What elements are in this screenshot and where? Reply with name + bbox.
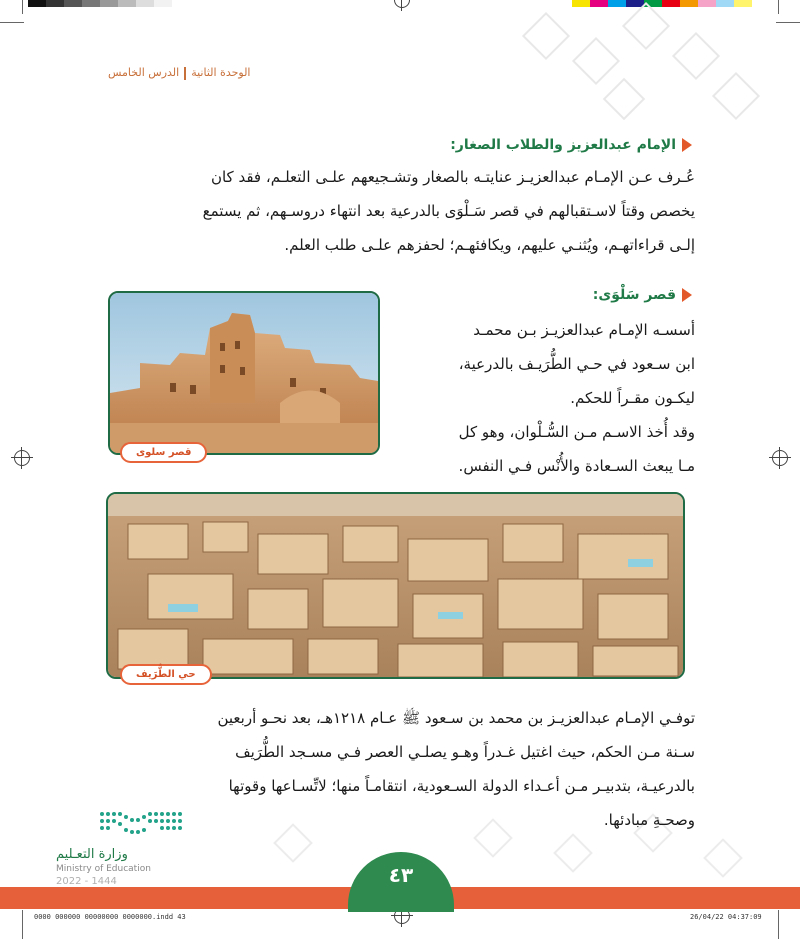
breadcrumb-separator <box>184 67 186 80</box>
print-slug-file: 0000 000000 00000000 0000000.indd 43 <box>34 913 186 921</box>
crop-mark <box>22 910 23 939</box>
registration-mark-right <box>772 450 788 466</box>
ministry-name-english: Ministry of Education <box>56 864 151 874</box>
text-line: مـا يبعث السـعادة والأُنْس فـي النفس. <box>458 457 695 475</box>
text-line: إلـى قراءاتهـم، ويُثنـي عليهم، ويكافئهـم؛ لحفزهم علـى طلب العلم. <box>284 236 695 254</box>
registration-mark-left <box>14 450 30 466</box>
text-line: وقد أُخذ الاسـم مـن السُّـلْوان، وهو كل <box>458 423 695 441</box>
section-heading <box>593 287 692 303</box>
text-line: ابن سـعود في حـي الطُّرَيـف بالدرعية، <box>458 355 695 373</box>
text-line: توفـي الإمـام عبدالعزيـز بن محمد بن سـعود ﷺ عـام ١٢١٨هـ، بعد نحـو أربعين <box>217 709 695 727</box>
lesson-label: الدرس الخامس <box>108 66 180 79</box>
ministry-name-arabic: وزارة التعـليم <box>56 847 128 862</box>
palace-photo <box>108 291 380 455</box>
text-line: ليكـون مقـراً للحكم. <box>570 389 695 407</box>
ministry-logo-icon <box>96 808 188 842</box>
ministry-year: 2022 - 1444 <box>56 876 117 887</box>
decorative-pattern <box>470 0 800 140</box>
breadcrumb <box>108 66 250 80</box>
palace-illustration <box>110 293 378 453</box>
text-line: وصحـةِ مبادئها. <box>603 811 695 829</box>
print-slug-timestamp: 26/04/22 04:37:09 <box>690 913 762 921</box>
district-illustration <box>108 494 683 677</box>
image-caption: حي الطُّرَيف <box>120 664 212 685</box>
text-line: عُـرف عـن الإمـام عبدالعزيـز عنايتـه بالصغار وتشـجيعهم علـى التعلـم، فقد كان <box>210 168 695 186</box>
section-heading <box>450 137 692 153</box>
section-heading-text: قصر سَلْوَى: <box>592 287 676 303</box>
crop-mark <box>22 0 23 14</box>
printer-gray-bar <box>28 0 172 7</box>
unit-label: الوحدة الثانية <box>191 66 251 79</box>
paragraph <box>413 313 695 483</box>
crop-mark <box>778 910 779 939</box>
text-line: بالدرعيـة، بتدبيـر مـن أعـداء الدولة السـعودية، انتقامـاً منها؛ لاتِّسـاعها وقوتها <box>228 777 695 795</box>
section-heading-text: الإمام عبدالعزيز والطلاب الصغار: <box>450 137 676 153</box>
text-line: يخصص وقتاً لاسـتقبالهم في قصر سَـلْوَى بالدرعية بعد انتهاء دروسـهم، ثم يستمع <box>202 202 695 220</box>
page-number: ٤٣ <box>348 852 454 912</box>
text-line: سـنة مـن الحكم، حيث اغتيل غـدراً وهـو يصلـي العصر فـي مسـجد الطُّرَيف <box>235 743 695 761</box>
text-line: أسسـه الإمـام عبدالعزيـز بـن محمـد <box>473 321 695 339</box>
district-photo <box>106 492 685 679</box>
image-caption: قصر سلوى <box>120 442 207 463</box>
chevron-icon <box>682 288 692 302</box>
crop-mark <box>0 22 24 23</box>
registration-mark-top <box>394 0 410 8</box>
paragraph <box>95 160 695 262</box>
chevron-icon <box>682 138 692 152</box>
